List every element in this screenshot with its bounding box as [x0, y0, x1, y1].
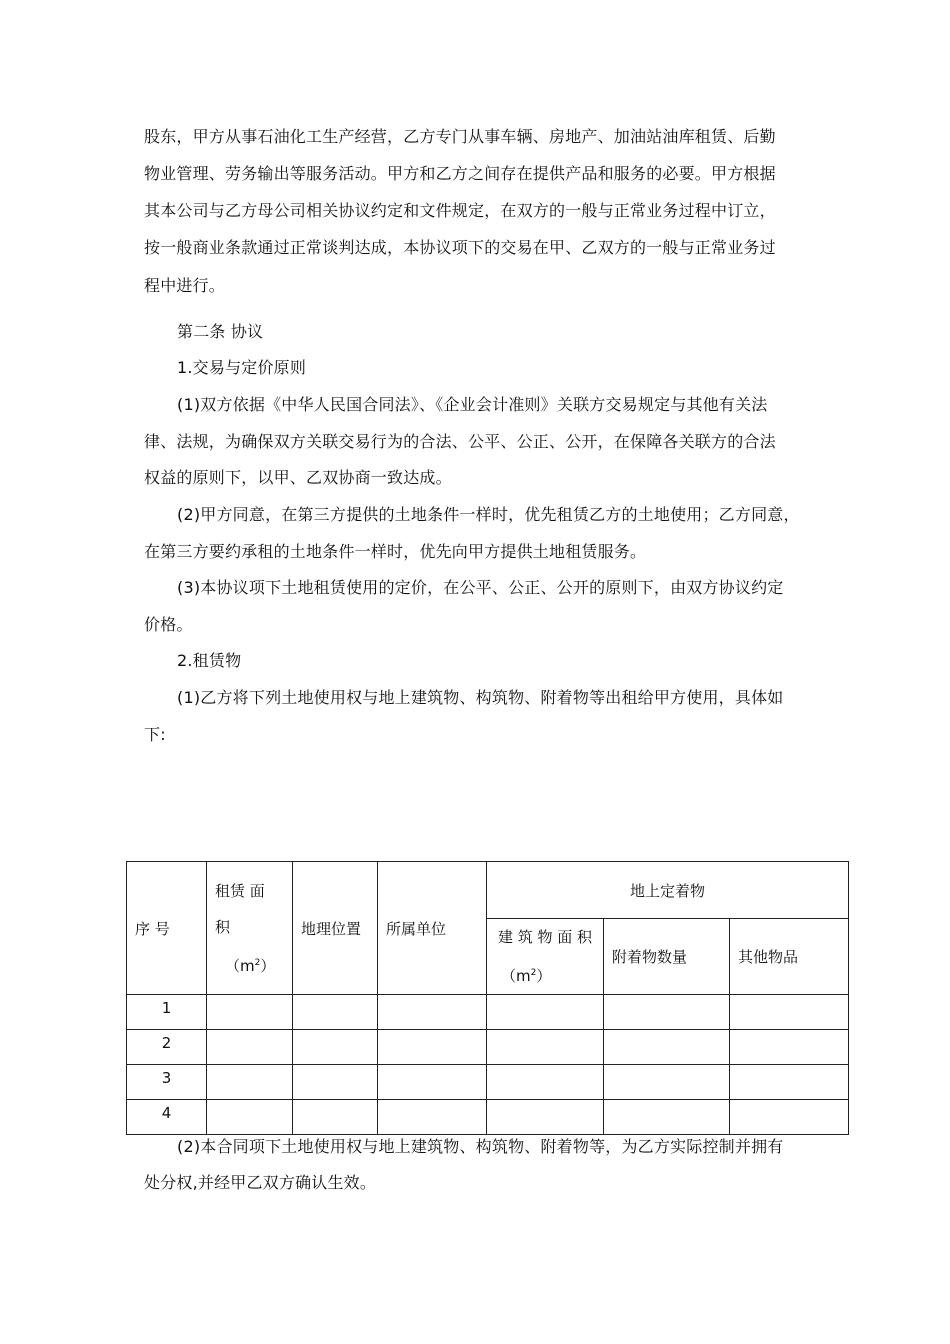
table-cell: [378, 1030, 487, 1065]
table-cell: [207, 1100, 293, 1135]
header-area-label2: 积: [215, 917, 231, 936]
table-cell: [604, 1030, 730, 1065]
table-row: [127, 995, 849, 1030]
table-cell: [604, 1100, 730, 1135]
header-others: 其他物品: [730, 919, 849, 995]
paragraph-line: (2)本合同项下土地使用权与地上建筑物、构筑物、附着物等，为乙方实际控制并拥有: [177, 1137, 784, 1156]
paragraph-line: 权益的原则下，以甲、乙双协商一致达成。: [144, 468, 452, 487]
table-cell: [378, 995, 487, 1030]
header-building-area: [487, 919, 604, 995]
paragraph-line: 在第三方要约承租的土地条件一样时，优先向甲方提供土地租赁服务。: [144, 542, 647, 561]
table-row: [127, 1030, 849, 1065]
paragraph-line: (2)甲方同意，在第三方提供的土地条件一样时，优先租赁乙方的土地使用；乙方同意，: [177, 505, 800, 524]
paragraph-line: 物业管理、劳务输出等服务活动。甲方和乙方之间存在提供产品和服务的必要。甲方根据: [144, 164, 776, 183]
table-cell: [604, 1065, 730, 1100]
paragraph-line: (1)双方依据《中华人民国合同法》、《企业会计准则》关联方交易规定与其他有关法: [177, 395, 768, 414]
paragraph-line: 按一般商业条款通过正常谈判达成，本协议项下的交易在甲、乙双方的一般与正常业务过: [144, 238, 776, 257]
table-cell: [730, 1065, 849, 1100]
table-cell: [207, 995, 293, 1030]
table-cell: [378, 1100, 487, 1135]
table-row: [127, 1100, 849, 1135]
paragraph-line: (1)乙方将下列土地使用权与地上建筑物、构筑物、附着物等出租给甲方使用，具体如: [177, 688, 784, 707]
table-cell: [487, 1100, 604, 1135]
table-cell: [487, 1065, 604, 1100]
table-cell: [487, 995, 604, 1030]
row-number: 3: [127, 1065, 207, 1100]
row-number: 2: [127, 1030, 207, 1065]
table-cell: [730, 995, 849, 1030]
header-area-label: 租赁 面: [215, 881, 265, 900]
table-row: [127, 1065, 849, 1100]
section-heading: 2.租赁物: [177, 651, 242, 670]
table-cell: [378, 1065, 487, 1100]
table-cell: [293, 1065, 378, 1100]
header-area: [207, 862, 293, 995]
header-attachments: 附着物数量: [604, 919, 730, 995]
paragraph-line: 价格。: [144, 615, 193, 634]
section-heading: 1.交易与定价原则: [177, 358, 307, 377]
table-cell: [487, 1030, 604, 1065]
article-heading: 第二条 协议: [177, 322, 264, 341]
paragraph-line: 律、法规，为确保双方关联交易行为的合法、公平、公正、公开，在保障各关联方的合法: [144, 432, 776, 451]
table-cell: [604, 995, 730, 1030]
table-cell: [293, 995, 378, 1030]
paragraph-line: 程中进行。: [144, 276, 226, 295]
table-cell: [207, 1030, 293, 1065]
paragraph-line: (3)本协议项下土地租赁使用的定价，在公平、公正、公开的原则下，由双方协议约定: [177, 578, 784, 597]
table-cell: [730, 1100, 849, 1135]
header-building-unit: $(m^2)$: [501, 967, 552, 985]
header-building-label: 建 筑 物 面 积: [497, 928, 593, 946]
header-unit: 所属单位: [378, 862, 487, 995]
paragraph-line: 处分权,并经甲乙双方确认生效。: [144, 1173, 377, 1192]
paragraph-line: 股东，甲方从事石油化工生产经营，乙方专门从事车辆、房地产、加油站油库租赁、后勤: [144, 127, 776, 146]
table-cell: [207, 1065, 293, 1100]
paragraph-line: 下:: [144, 725, 166, 744]
header-seq: 序 号: [127, 862, 207, 995]
table-cell: [293, 1100, 378, 1135]
lease-table: [126, 861, 849, 1135]
paragraph-line: 其本公司与乙方母公司相关协议约定和文件规定，在双方的一般与正常业务过程中订立，: [144, 201, 776, 220]
header-location: 地理位置: [293, 862, 378, 995]
header-fixtures: 地上定着物: [487, 862, 849, 919]
table-cell: [293, 1030, 378, 1065]
row-number: 4: [127, 1100, 207, 1135]
table-cell: [730, 1030, 849, 1065]
header-area-unit: $(m^2)$: [225, 956, 276, 975]
row-number: 1: [127, 995, 207, 1030]
